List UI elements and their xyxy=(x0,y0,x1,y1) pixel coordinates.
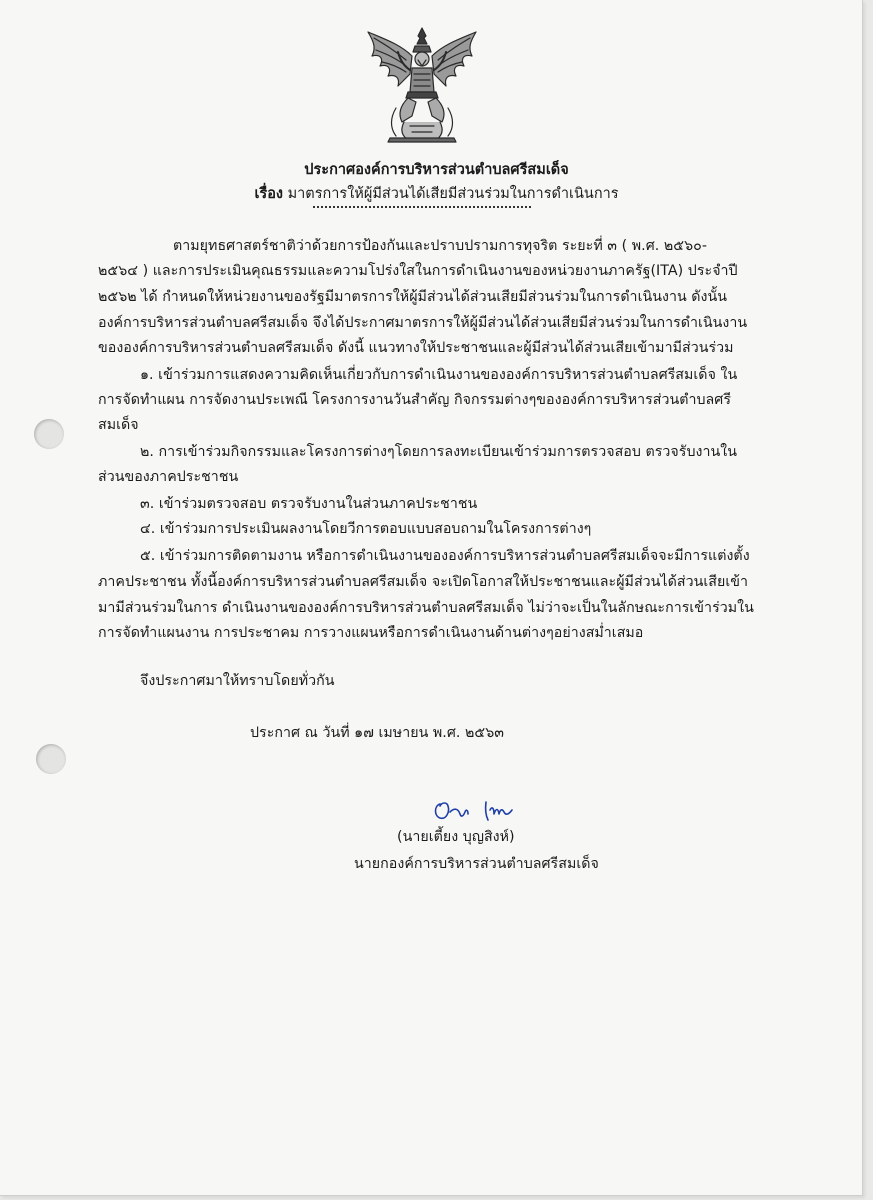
item-2-line: ส่วนของภาคประชาชน xyxy=(98,469,239,485)
closing-line: จึงประกาศมาให้ทราบโดยทั่วกัน xyxy=(140,673,335,689)
intro-line: องค์การบริหารส่วนตำบลศรีสมเด็จ จึงได้ประกาศมาตรการให้ผู้มีส่วนได้ส่วนเสียมีส่วนร่วมในการดำเนินงาน xyxy=(98,315,748,331)
announcement-title: ประกาศองค์การบริหารส่วนตำบลศรีสมเด็จ xyxy=(304,162,569,178)
punch-hole-lower xyxy=(36,744,66,774)
announcement-date: ประกาศ ณ วันที่ ๑๗ เมษายน พ.ศ. ๒๕๖๓ xyxy=(250,725,505,741)
intro-line: ๒๕๖๔ ) และการประเมินคุณธรรมและความโปร่งใสในการดำเนินงานของหน่วยงานภาครัฐ(ITA) ประจำปี xyxy=(98,263,738,279)
punch-hole-upper xyxy=(34,419,64,449)
item-5-line: การจัดทำแผนงาน การประชาคม การวางแผนหรือการดำเนินงานด้านต่างๆอย่างสม่ำเสมอ xyxy=(98,625,644,641)
intro-line: ๒๕๖๒ ได้ กำหนดให้หน่วยงานของรัฐมีมาตรการให้ผู้มีส่วนได้ส่วนเสียมีส่วนร่วมในการดำเนินงาน ดังนั้น xyxy=(98,289,728,305)
item-1-line: สมเด็จ xyxy=(98,417,139,433)
signer-title: นายกองค์การบริหารส่วนตำบลศรีสมเด็จ xyxy=(354,856,599,872)
item-3-line: ๓. เข้าร่วมตรวจสอบ ตรวจรับงานในส่วนภาคประชาชน xyxy=(140,496,478,512)
item-2-line: ๒. การเข้าร่วมกิจกรรมและโครงการต่างๆโดยการลงทะเบียนเข้าร่วมการตรวจสอบ ตรวจรับงานใน xyxy=(140,444,737,460)
garuda-emblem-icon xyxy=(360,26,484,144)
item-4-line: ๔. เข้าร่วมการประเมินผลงานโดยวีการตอบแบบสอบถามในโครงการต่างๆ xyxy=(140,521,592,537)
subject-text: มาตรการให้ผู้มีส่วนได้เสียมีส่วนร่วมในการดำเนินการ xyxy=(287,186,619,202)
item-5-line: ภาคประชาชน ทั้งนี้องค์การบริหารส่วนตำบลศรีสมเด็จ จะเปิดโอกาสให้ประชาชนและผู้มีส่วนได้ส่วนเสียเข้า xyxy=(98,574,748,590)
subject-label: เรื่อง xyxy=(254,186,283,202)
intro-line: ขององค์การบริหารส่วนตำบลศรีสมเด็จ ดังนี้ แนวทางให้ประชาชนและผู้มีส่วนได้ส่วนเสียเข้ามามีส่วนร่วม xyxy=(98,340,734,356)
announcement-subject xyxy=(0,182,873,205)
intro-line: ตามยุทธศาสตร์ชาติว่าด้วยการป้องกันและปราบปรามการทุจริต ระยะที่ ๓ ( พ.ศ. ๒๕๖๐- xyxy=(173,238,708,254)
item-5-line: มามีส่วนร่วมในการ ดำเนินงานขององค์การบริหารส่วนตำบลศรีสมเด็จ ไม่ว่าจะเป็นในลักษณะการเข้าร่วมใน xyxy=(98,600,754,616)
item-1-line: การจัดทำแผน การจัดงานประเพณี โครงการงานวันสำคัญ กิจกรรมต่างๆขององค์การบริหารส่วนตำบลศรี xyxy=(98,392,732,408)
title-divider xyxy=(313,206,531,208)
item-1-line: ๑. เข้าร่วมการแสดงความคิดเห็นเกี่ยวกับการดำเนินงานขององค์การบริหารส่วนตำบลศรีสมเด็จ ใน xyxy=(140,367,738,383)
signer-name: (นายเตี้ยง บุญสิงห์) xyxy=(397,829,515,845)
handwritten-signature xyxy=(430,796,540,830)
item-5-line: ๕. เข้าร่วมการติดตามงาน หรือการดำเนินงานขององค์การบริหารส่วนตำบลศรีสมเด็จจะมีการแต่งตั้ง xyxy=(140,548,750,564)
